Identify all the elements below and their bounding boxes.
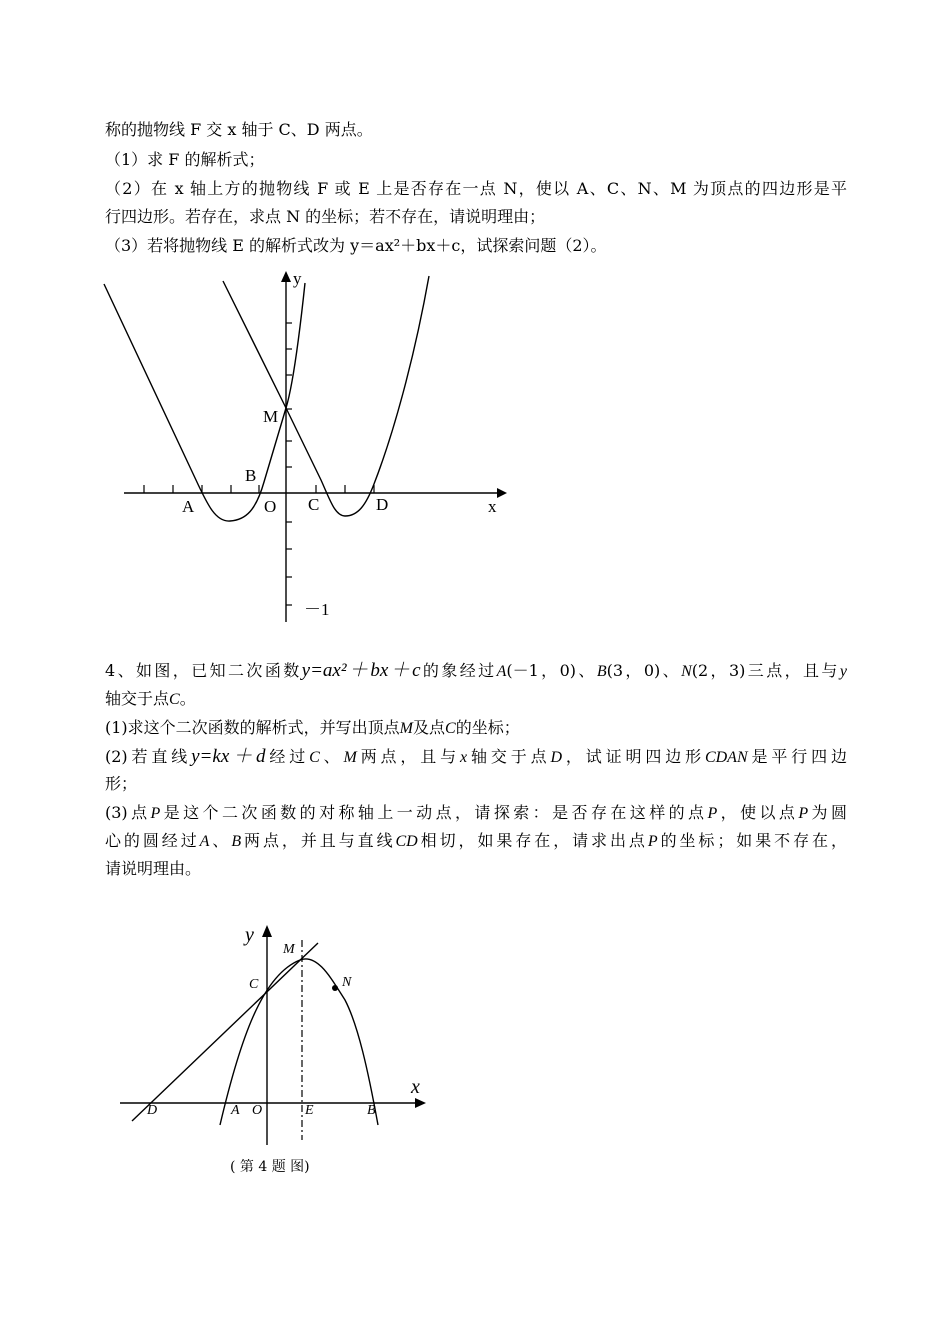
problem4-line1 (105, 660, 847, 683)
problem4-text: 两点，且与 (356, 747, 461, 766)
problem4-point-a: A (496, 663, 507, 680)
figure3-label-d: D (376, 495, 389, 514)
problem4-point-p: P (798, 805, 809, 822)
problem4-point-b: B (596, 663, 607, 680)
problem3-question2-line1: （2）在 x 轴上方的抛物线 F 或 E 上是否存在一点 N，使以 A、C、N、M 为顶点的四边形是平 (105, 179, 847, 198)
problem3-question3: （3）若将抛物线 E 的解析式改为 y＝ax²＋bx＋c，试探索问题（2）。 (105, 236, 607, 255)
problem4-coord-b: (3，0)、 (606, 661, 682, 680)
problem4-text: 、 (319, 747, 344, 766)
figure3-label-x: x (488, 497, 497, 516)
problem4-text: 心的圆经过 (105, 831, 200, 850)
problem3-question2-line2: 行四边形。若存在，求点 N 的坐标；若不存在，请说明理由； (105, 207, 546, 226)
problem4-question3-line3: 请说明理由。 (105, 859, 202, 878)
problem4-text: 、 (209, 831, 232, 850)
figure3-label-b: B (245, 466, 257, 485)
problem4-text: 轴交于点 (105, 689, 170, 708)
figure4-y-arrow-icon (262, 925, 272, 937)
problem4-text: 轴交于点 (467, 747, 551, 766)
figure3-labels (182, 269, 497, 619)
figure3-x-ticks (144, 485, 374, 493)
figure4-x-arrow-icon (415, 1098, 426, 1108)
problem4-point-m: M (343, 749, 357, 766)
problem4-point-m: M (399, 720, 413, 737)
problem4-point-n: N (681, 663, 692, 680)
problem4-point-a: A (199, 833, 210, 850)
problem4-coord-a: (－1，0)、 (506, 661, 597, 680)
problem4-quad-cdan: CDAN (704, 749, 748, 766)
figure3-label-a: A (182, 497, 195, 516)
problem4-y-var: y (839, 663, 847, 680)
figure4-caption: ( 第 4 题 图) (230, 1159, 310, 1175)
figure4-point-n (332, 985, 338, 991)
problem3-line1: 称的抛物线 F 交 x 轴于 C、D 两点。 (105, 120, 373, 139)
problem4-point-p: P (707, 805, 718, 822)
problem4-text: 的坐标；如果不存在， (657, 831, 847, 850)
problem4-point-b: B (231, 833, 242, 850)
problem4-text: 的象经过 (420, 661, 497, 680)
figure3-label-c: C (308, 495, 320, 514)
problem4-text: ，使以点 (717, 803, 799, 822)
problem4-text: (3)点 (105, 803, 151, 822)
figure3-label-o: O (264, 497, 277, 516)
figure3-y-arrow-icon (281, 271, 291, 282)
problem4-text: 的坐标； (455, 718, 520, 737)
figure3 (104, 271, 507, 622)
figure4-labels (146, 924, 420, 1118)
problem4-question2-line1 (105, 746, 847, 769)
problem4-point-c: C (169, 691, 180, 708)
problem4-text: (1)求这个二次函数的解析式，并写出顶点 (105, 718, 400, 737)
figure4-label-e: E (305, 1103, 314, 1118)
problem3-question1: （1）求 F 的解析式； (105, 150, 265, 169)
problem4-x-var: x (460, 749, 468, 766)
figure4-label-a: A (231, 1103, 240, 1118)
problem4-text: 是这个二次函数的对称轴上一动点，请探索：是否存在这样的点 (160, 803, 708, 822)
figure4-label-o: O (252, 1103, 263, 1118)
problem4-text: 及点 (413, 718, 446, 737)
figure4-parabola (220, 959, 378, 1125)
problem4-line2 (105, 688, 196, 711)
problem4-coord-n: (2，3)三点，且与 (691, 661, 840, 680)
figure4-label-m: M (283, 942, 295, 957)
problem4-question3-line1 (105, 802, 847, 825)
figure4-label-b: B (367, 1103, 376, 1118)
problem4-point-p: P (150, 805, 161, 822)
problem4-question2-line2: 形； (105, 774, 138, 793)
figure3-x-arrow-icon (497, 488, 507, 498)
figure3-label-m: M (263, 407, 279, 426)
problem4-intro-text: 4、如图，已知二次函数 (105, 661, 302, 680)
problem4-line-equation: y=kx＋d (191, 746, 266, 767)
problem4-text: 相切，如果存在，请求出点 (417, 831, 648, 850)
problem4-text: 为圆 (808, 803, 847, 822)
problem4-question1 (105, 717, 520, 740)
problem4-text: 经过 (265, 747, 310, 766)
figure4 (120, 925, 426, 1145)
problem4-point-p: P (647, 833, 658, 850)
figure4-line-cd (132, 943, 318, 1121)
problem4-point-c: C (445, 720, 456, 737)
problem4-text: ，试证明四边形 (562, 747, 705, 766)
problem4-text: 。 (179, 689, 196, 708)
figure3-y-ticks (286, 323, 292, 605)
figure3-parabola-e (104, 283, 305, 521)
problem4-equation: y=ax²＋bx＋c (301, 660, 421, 681)
figure4-label-n: N (342, 975, 352, 990)
problem4-point-c: C (309, 749, 320, 766)
figure4-label-y: y (245, 924, 254, 946)
problem4-text: 两点，并且与直线 (241, 831, 396, 850)
problem4-text: (2)若直线 (105, 747, 192, 766)
problem4-line-cd: CD (395, 833, 418, 850)
figure4-label-d: D (147, 1103, 158, 1118)
figure4-label-x: x (411, 1076, 420, 1098)
figure4-label-c: C (249, 977, 259, 992)
problem4-text: 是平行四边 (747, 747, 847, 766)
problem4-question3-line2 (105, 830, 847, 853)
figure3-label-y: y (293, 269, 302, 288)
figure3-label-neg1: －1 (304, 600, 330, 619)
problem4-point-d: D (550, 749, 563, 766)
